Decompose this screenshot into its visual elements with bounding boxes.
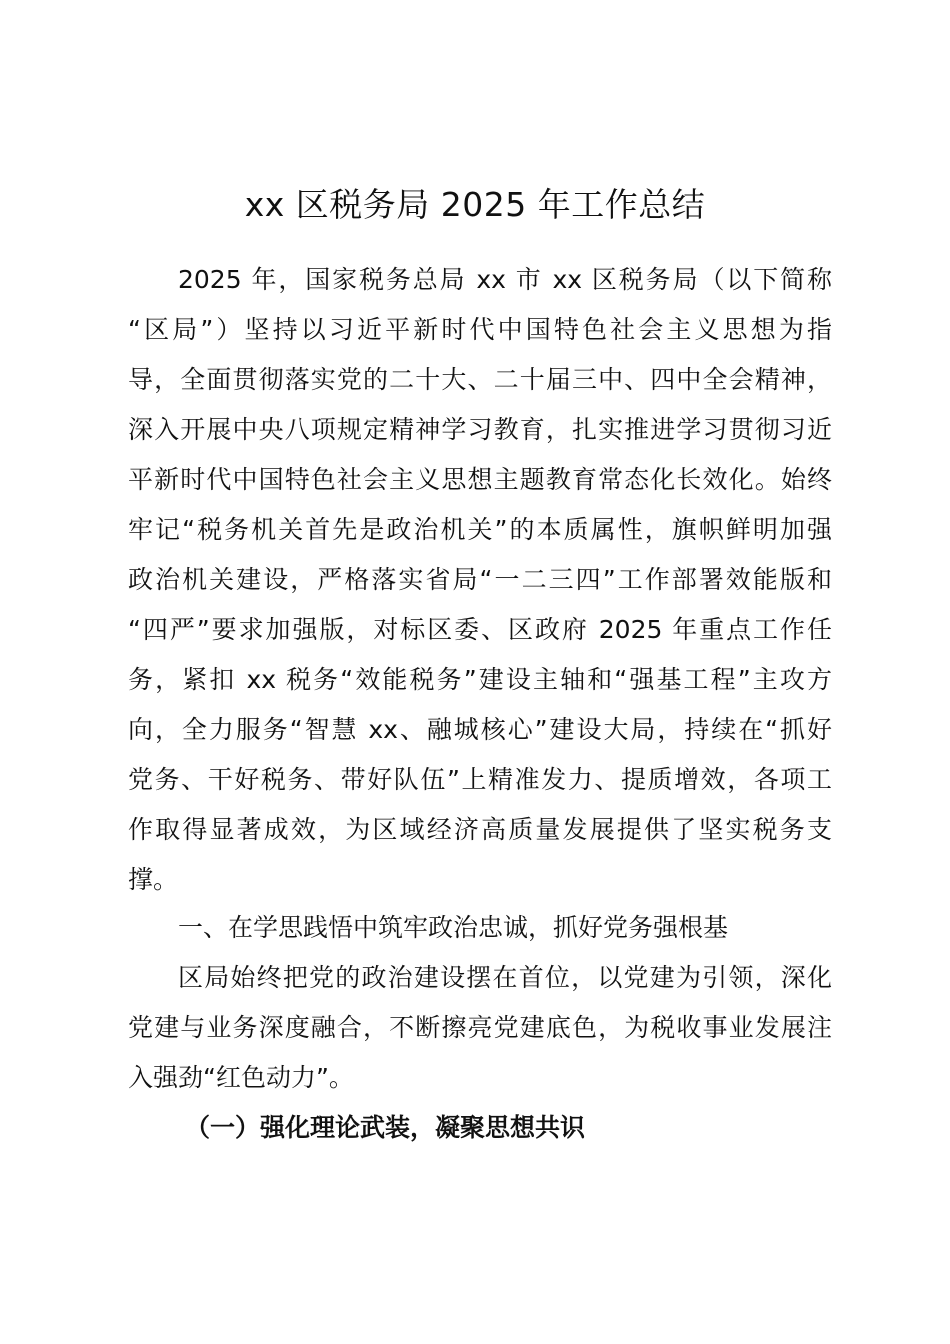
paragraph-line: 作取得显著成效，为区域经济高质量发展提供了坚实税务支 xyxy=(128,815,832,844)
paragraph-line: “区局”）坚持以习近平新时代中国特色社会主义思想为指 xyxy=(128,315,832,344)
paragraph-line: 牢记“税务机关首先是政治机关”的本质属性，旗帜鲜明加强 xyxy=(128,515,832,544)
paragraph-line: 2025 年，国家税务总局 xx 市 xx 区税务局（以下简称 xyxy=(178,265,832,294)
paragraph-line: 深入开展中央八项规定精神学习教育，扎实推进学习贯彻习近 xyxy=(128,415,832,444)
paragraph-line: 政治机关建设，严格落实省局“一二三四”工作部署效能版和 xyxy=(128,565,832,594)
document-title: xx 区税务局 2025 年工作总结 xyxy=(244,185,706,224)
paragraph-line: 导，全面贯彻落实党的二十大、二十届三中、四中全会精神， xyxy=(128,365,832,394)
paragraph-line: 撑。 xyxy=(128,865,179,894)
paragraph-line: 区局始终把党的政治建设摆在首位，以党建为引领，深化 xyxy=(178,963,832,992)
paragraph-line: 平新时代中国特色社会主义思想主题教育常态化长效化。始终 xyxy=(128,465,832,494)
paragraph-line: “四严”要求加强版，对标区委、区政府 2025 年重点工作任 xyxy=(128,615,832,644)
paragraph-line: 务，紧扣 xx 税务“效能税务”建设主轴和“强基工程”主攻方 xyxy=(128,665,832,694)
subsection-heading: （一）强化理论武装，凝聚思想共识 xyxy=(185,1113,586,1142)
paragraph-line: 向，全力服务“智慧 xx、融城核心”建设大局，持续在“抓好 xyxy=(128,715,832,744)
paragraph-line: 党务、干好税务、带好队伍”上精准发力、提质增效，各项工 xyxy=(128,765,832,794)
section-heading: 一、在学思践悟中筑牢政治忠诚，抓好党务强根基 xyxy=(178,913,729,942)
paragraph-line: 入强劲“红色动力”。 xyxy=(128,1063,354,1092)
paragraph-line: 党建与业务深度融合，不断擦亮党建底色，为税收事业发展注 xyxy=(128,1013,832,1042)
